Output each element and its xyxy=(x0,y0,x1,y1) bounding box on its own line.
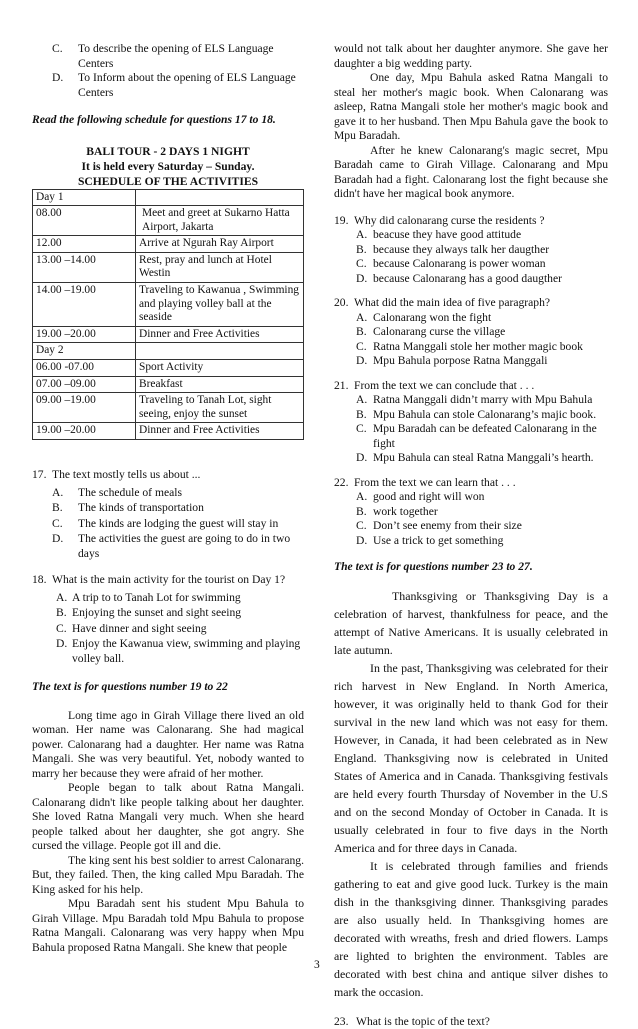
tour-subtitle: It is held every Saturday – Sunday. xyxy=(32,159,304,174)
schedule-time-cell: 19.00 –20.00 xyxy=(33,326,136,343)
text-paragraph: Thanksgiving or Thanksgiving Day is a celebration of harvest, thankfulness for peace, and the attempt of Native Americans. It is usually celebrated in late autumn. xyxy=(334,587,608,659)
schedule-time-cell: 09.00 –19.00 xyxy=(33,393,136,423)
option-letter: A. xyxy=(356,490,373,505)
tour-title-block xyxy=(32,144,304,189)
answer-option xyxy=(56,637,304,666)
option-text: good and right will won xyxy=(373,490,608,505)
thanksgiving-text xyxy=(334,587,608,1001)
option-letter: B. xyxy=(356,505,373,520)
option-letter: D. xyxy=(356,272,373,287)
option-text: Ratna Manggali stole her mother magic book xyxy=(373,340,608,355)
option-text: Mpu Baradah can be defeated Calonarang in the fight xyxy=(373,422,608,451)
option-text: Don’t see enemy from their size xyxy=(373,519,608,534)
answer-option xyxy=(356,505,608,520)
option-letter: A. xyxy=(356,311,373,326)
option-letter: A. xyxy=(56,591,72,606)
option-text: To Inform about the opening of ELS Language Centers xyxy=(78,71,304,100)
answer-option xyxy=(52,532,304,561)
schedule-row xyxy=(33,393,304,423)
schedule-row xyxy=(33,360,304,377)
question-21 xyxy=(334,379,608,466)
schedule-activity-cell: Meet and greet at Sukarno Hatta Airport, Jakarta xyxy=(136,206,304,236)
answer-option xyxy=(356,325,608,340)
schedule-activity-cell xyxy=(136,189,304,206)
answer-option xyxy=(356,519,608,534)
schedule-row xyxy=(33,206,304,236)
option-text: Enjoy the Kawanua view, swimming and playing volley ball. xyxy=(72,637,304,666)
schedule-row xyxy=(33,376,304,393)
question-22 xyxy=(334,476,608,549)
option-letter: C. xyxy=(356,340,373,355)
schedule-row xyxy=(33,252,304,282)
option-letter: D. xyxy=(56,637,72,666)
question-text: What is the topic of the text? xyxy=(356,1015,608,1029)
answer-option xyxy=(356,340,608,355)
instruction-23-27: The text is for questions number 23 to 27. xyxy=(334,560,608,575)
answer-option xyxy=(356,451,608,466)
schedule-row xyxy=(33,283,304,327)
question-text: From the text we can conclude that . . . xyxy=(354,379,608,394)
option-letter: C. xyxy=(52,42,78,71)
right-column xyxy=(334,42,608,1029)
question-20 xyxy=(334,296,608,369)
schedule-row xyxy=(33,423,304,440)
option-text: The kinds of transportation xyxy=(78,501,304,516)
schedule-row xyxy=(33,343,304,360)
schedule-time-cell: Day 1 xyxy=(33,189,136,206)
option-text: because they always talk her daugther xyxy=(373,243,608,258)
schedule-time-cell: 06.00 -07.00 xyxy=(33,360,136,377)
schedule-activity-cell: Breakfast xyxy=(136,376,304,393)
answer-option xyxy=(52,501,304,516)
tour-title: BALI TOUR - 2 DAYS 1 NIGHT xyxy=(32,144,304,159)
answer-option xyxy=(52,71,304,100)
option-text: work together xyxy=(373,505,608,520)
schedule-time-cell: 08.00 xyxy=(33,206,136,236)
instruction-17-18: Read the following schedule for questions 17 to 18. xyxy=(32,113,304,128)
story-paragraph: would not talk about her daughter anymore. She gave her daughter a big wedding party. xyxy=(334,42,608,71)
instruction-19-22: The text is for questions number 19 to 22 xyxy=(32,680,304,695)
option-letter: D. xyxy=(356,354,373,369)
option-letter: A. xyxy=(356,393,373,408)
option-letter: D. xyxy=(52,532,78,561)
schedule-activity-cell: Rest, pray and lunch at Hotel Westin xyxy=(136,252,304,282)
option-letter: D. xyxy=(356,451,373,466)
schedule-activity-cell: Arrive at Ngurah Ray Airport xyxy=(136,236,304,253)
option-letter: D. xyxy=(356,534,373,549)
answer-option xyxy=(52,486,304,501)
option-letter: C. xyxy=(356,519,373,534)
answer-option xyxy=(356,243,608,258)
page-number: 3 xyxy=(314,958,320,973)
option-letter: A. xyxy=(356,228,373,243)
question-number: 18. xyxy=(32,573,52,588)
schedule-time-cell: 14.00 –19.00 xyxy=(33,283,136,327)
story-paragraph: People began to talk about Ratna Mangali. Calonarang didn't like people talking about her daughter. She loved Ratna Mangali very much. When she heard people talked about her daughter, she got angry. She cursed the village. People got ill and die. xyxy=(32,781,304,854)
schedule-activity-cell xyxy=(136,343,304,360)
option-text: because Calonarang is power woman xyxy=(373,257,608,272)
option-text: Mpu Bahula can steal Ratna Manggali’s hearth. xyxy=(373,451,608,466)
answer-option xyxy=(356,534,608,549)
question-17 xyxy=(32,468,304,561)
question-number: 19. xyxy=(334,214,354,229)
option-text: because Calonarang has a good daugther xyxy=(373,272,608,287)
option-text: Calonarang curse the village xyxy=(373,325,608,340)
schedule-time-cell: 19.00 –20.00 xyxy=(33,423,136,440)
answer-option xyxy=(356,354,608,369)
answer-option xyxy=(56,606,304,621)
option-text: The kinds are lodging the guest will stay in xyxy=(78,517,304,532)
option-text: Mpu Bahula porpose Ratna Manggali xyxy=(373,354,608,369)
answer-option xyxy=(52,42,304,71)
option-letter: B. xyxy=(356,408,373,423)
answer-option xyxy=(52,517,304,532)
option-text: The activities the guest are going to do in two days xyxy=(78,532,304,561)
option-letter: B. xyxy=(52,501,78,516)
answer-option xyxy=(356,490,608,505)
option-text: Mpu Bahula can stole Calonarang’s majic book. xyxy=(373,408,608,423)
schedule-time-cell: 12.00 xyxy=(33,236,136,253)
schedule-time-cell: Day 2 xyxy=(33,343,136,360)
schedule-row xyxy=(33,189,304,206)
schedule-activity-cell: Sport Activity xyxy=(136,360,304,377)
schedule-row xyxy=(33,236,304,253)
story-paragraph: Long time ago in Girah Village there lived an old woman. Her name was Calonarang. She had magical power. Calonarang had a daughter. Her name was Ratna Mangali. She was very beautiful. Yet, nobody wanted to marry her because they were afraid of her mother. xyxy=(32,709,304,782)
question-text: Why did calonarang curse the residents ? xyxy=(354,214,608,229)
question-18 xyxy=(32,573,304,666)
option-text: Enjoying the sunset and sight seeing xyxy=(72,606,304,621)
option-text: The schedule of meals xyxy=(78,486,304,501)
schedule-time-cell: 13.00 –14.00 xyxy=(33,252,136,282)
option-text: To describe the opening of ELS Language Centers xyxy=(78,42,304,71)
option-letter: D. xyxy=(52,71,78,100)
answer-option xyxy=(356,393,608,408)
schedule-time-cell: 07.00 –09.00 xyxy=(33,376,136,393)
answer-option xyxy=(56,591,304,606)
story-paragraph: One day, Mpu Bahula asked Ratna Mangali to steal her mother's magic book. When Calonarang was asleep, Ratna Mangali stole her mother's magic book and gave it to her husband. Then Mpu Bahula gave the book to Mpu Baradah. xyxy=(334,71,608,144)
option-letter: C. xyxy=(356,257,373,272)
option-letter: C. xyxy=(52,517,78,532)
answer-option xyxy=(356,257,608,272)
calonarang-story xyxy=(32,709,304,956)
story-paragraph: Mpu Baradah sent his student Mpu Bahula to Girah Village. Mpu Baradah told Mpu Bahula to propose Ratna Mangali. Calonarang was very happy when Mpu Bahula proposed Ratna Mangali. She knew that people xyxy=(32,897,304,955)
text-paragraph: In the past, Thanksgiving was celebrated for their rich harvest in New England. In North America, however, it was originally held to thank God for their survival in the new land which was not easy for them. However, in Canada, it had been celebrated as in New England. Thanksgiving now is celebrated in United States of America and in Canada. Thanksgiving festivals are held every fourth Thursday of November in the U.S and on the second Monday of October in Canada. It is usually celebrated in four to five days in the North America and for three days in Canada. xyxy=(334,659,608,857)
schedule-activity-cell: Traveling to Kawanua , Swimming and playing volley ball at the seaside xyxy=(136,283,304,327)
schedule-table-body xyxy=(33,189,304,440)
option-letter: B. xyxy=(56,606,72,621)
schedule-row xyxy=(33,326,304,343)
option-text: Have dinner and sight seeing xyxy=(72,622,304,637)
option-text: A trip to to Tanah Lot for swimming xyxy=(72,591,304,606)
question-number: 22. xyxy=(334,476,354,491)
answer-option xyxy=(356,311,608,326)
option-letter: B. xyxy=(356,243,373,258)
question-number: 20. xyxy=(334,296,354,311)
question-23 xyxy=(334,1015,608,1029)
option-text: Ratna Manggali didn’t marry with Mpu Bahula xyxy=(373,393,608,408)
answer-option xyxy=(356,272,608,287)
schedule-activity-cell: Dinner and Free Activities xyxy=(136,326,304,343)
left-column xyxy=(32,42,304,955)
text-paragraph: It is celebrated through families and friends gathering to eat and give good luck. Turkey is the main dish in the thanksgiving dinner. Thanksgiving parades are also usually held. In Thanksgiving homes are decorated with wreaths, fresh and dried flowers. Lamps are lighted to brighten the environment. Tables are decorated with best china and antique silver dishes to mark the occasion. xyxy=(334,857,608,1001)
question-text: What did the main idea of five paragraph? xyxy=(354,296,608,311)
schedule-activity-cell: Traveling to Tanah Lot, sight seeing, enjoy the sunset xyxy=(136,393,304,423)
question-number: 21. xyxy=(334,379,354,394)
question-number: 23. xyxy=(334,1015,356,1029)
question-text: What is the main activity for the tourist on Day 1? xyxy=(52,573,304,588)
option-text: beacuse they have good attitude xyxy=(373,228,608,243)
answer-option xyxy=(56,622,304,637)
question-19 xyxy=(334,214,608,287)
prev-question-options xyxy=(52,42,304,100)
answer-option xyxy=(356,422,608,451)
option-letter: B. xyxy=(356,325,373,340)
answer-option xyxy=(356,408,608,423)
answer-option xyxy=(356,228,608,243)
option-text: Use a trick to get something xyxy=(373,534,608,549)
option-letter: A. xyxy=(52,486,78,501)
question-number: 17. xyxy=(32,468,52,483)
story-paragraph: After he knew Calonarang's magic secret, Mpu Baradah came to Girah Village. Calonarang and Mpu Baradah had a fight. Calonarang lost the fight because she didn't have her magical book anymore. xyxy=(334,144,608,202)
story-paragraph: The king sent his best soldier to arrest Calonarang. But, they failed. Then, the king called Mpu Baradah. The King asked for his help. xyxy=(32,854,304,898)
option-text: Calonarang won the fight xyxy=(373,311,608,326)
option-letter: C. xyxy=(56,622,72,637)
schedule-table xyxy=(32,189,304,441)
option-letter: C. xyxy=(356,422,373,451)
schedule-heading: SCHEDULE OF THE ACTIVITIES xyxy=(32,174,304,189)
question-text: The text mostly tells us about ... xyxy=(52,468,304,483)
question-text: From the text we can learn that . . . xyxy=(354,476,608,491)
schedule-activity-cell: Dinner and Free Activities xyxy=(136,423,304,440)
